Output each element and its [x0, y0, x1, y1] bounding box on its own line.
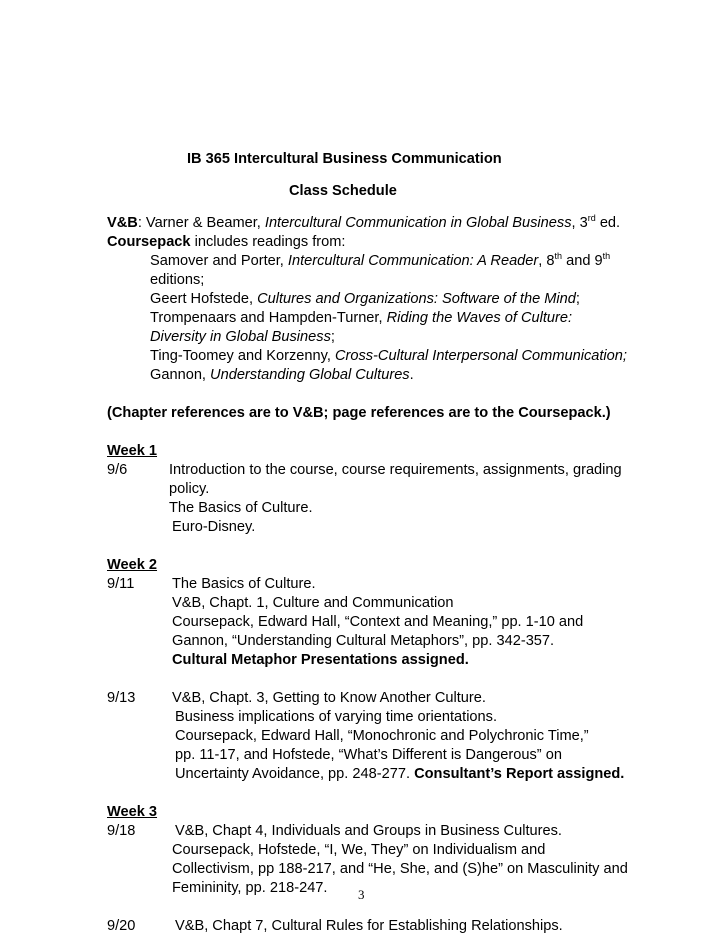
week-1-entry-line: Euro-Disney.: [172, 519, 256, 535]
week-3-entry-line: Femininity, pp. 218-247.: [172, 880, 328, 896]
week-2-entry-line: Coursepack, Edward Hall, “Monochronic and Polychronic Time,”: [175, 728, 589, 744]
chapter-note: (Chapter references are to V&B; page references are to the Coursepack.): [107, 405, 611, 421]
week-1-entry-line: Introduction to the course, course requirements, assignments, grading: [169, 462, 622, 478]
week-3-entry-line: Collectivism, pp 188-217, and “He, She, and (S)he” on Masculinity and: [172, 861, 628, 877]
hofstede-semi: ;: [575, 291, 580, 307]
week-2-entry-line: V&B, Chapt. 3, Getting to Know Another Culture.: [172, 690, 486, 706]
schedule-subtitle: Class Schedule: [289, 183, 397, 199]
samover-sup2: th: [602, 251, 611, 261]
samover-sup1: th: [554, 251, 563, 261]
page-number: 3: [358, 887, 365, 902]
gannon-title: Understanding Global Cultures: [210, 367, 410, 383]
samover-editions: editions;: [150, 272, 205, 288]
week-1-entry-line: policy.: [169, 481, 210, 497]
week-2-entry-line: The Basics of Culture.: [172, 576, 316, 592]
week-3-entry-line: Coursepack, Hofstede, “I, We, They” on Individualism and: [172, 842, 546, 858]
trompenaars-authors: Trompenaars and Hampden-Turner,: [150, 310, 387, 326]
vb-sup: rd: [587, 213, 596, 223]
ting-title: Cross-Cultural Interpersonal Communication;: [334, 348, 627, 364]
hofstede-title: Cultures and Organizations: Software of the Mind: [257, 291, 576, 307]
week-2-entry-line: [175, 765, 624, 784]
week-2-entry-line: Coursepack, Edward Hall, “Context and Meaning,” pp. 1-10 and: [172, 614, 584, 630]
trompenaars-semi: ;: [330, 329, 335, 345]
consultant-report-assigned: Consultant’s Report assigned.: [414, 766, 625, 782]
ting-authors: Ting-Toomey and Korzenny,: [150, 348, 335, 364]
gannon-dot: .: [409, 367, 414, 383]
gannon-line: [150, 366, 414, 385]
samover-and: and 9: [562, 253, 603, 269]
week-1-heading: Week 1: [107, 443, 158, 459]
coursepack-line: [107, 233, 345, 252]
coursepack-rest: includes readings from:: [190, 234, 346, 250]
vb-comma: , 3: [571, 215, 588, 231]
week-3-date-1: 9/18: [107, 823, 136, 839]
week-2-entry-line: Business implications of varying time orientations.: [175, 709, 498, 725]
trompenaars-title2: Diversity in Global Business: [150, 329, 331, 345]
week-2-assignment: Cultural Metaphor Presentations assigned.: [172, 652, 469, 668]
week-3-heading: Week 3: [107, 804, 158, 820]
trompenaars-line: [150, 309, 572, 328]
uncertainty-text: Uncertainty Avoidance, pp. 248-277.: [175, 766, 415, 782]
coursepack-label: Coursepack: [107, 234, 191, 250]
trompenaars-line2: [150, 328, 335, 347]
trompenaars-title1: Riding the Waves of Culture:: [386, 310, 573, 326]
samover-authors: Samover and Porter,: [150, 253, 288, 269]
vb-label: V&B: [107, 215, 138, 231]
week-3-entry-line: V&B, Chapt 7, Cultural Rules for Establishing Relationships.: [175, 918, 563, 934]
vb-book-title: Intercultural Communication in Global Business: [264, 215, 572, 231]
samover-comma: , 8: [538, 253, 555, 269]
week-1-date-1: 9/6: [107, 462, 128, 478]
vb-ed: ed.: [595, 215, 621, 231]
vb-line: [107, 214, 620, 233]
week-2-entry-line: V&B, Chapt. 1, Culture and Communication: [172, 595, 454, 611]
week-2-entry-line: pp. 11-17, and Hofstede, “What’s Different is Dangerous” on: [175, 747, 562, 763]
week-2-heading: Week 2: [107, 557, 158, 573]
gannon-author: Gannon,: [150, 367, 211, 383]
course-title: IB 365 Intercultural Business Communication: [187, 151, 502, 167]
samover-title: Intercultural Communication: A Reader: [287, 253, 539, 269]
week-3-date-2: 9/20: [107, 918, 136, 934]
week-1-entry-line: The Basics of Culture.: [169, 500, 313, 516]
vb-authors: : Varner & Beamer,: [137, 215, 265, 231]
hofstede-line: [150, 290, 580, 309]
week-2-date-1: 9/11: [107, 576, 135, 592]
week-2-entry-line: Gannon, “Understanding Cultural Metaphors”, pp. 342-357.: [172, 633, 555, 649]
ting-line: [150, 347, 627, 366]
week-2-date-2: 9/13: [107, 690, 136, 706]
samover-line: [150, 252, 610, 271]
week-3-entry-line: V&B, Chapt 4, Individuals and Groups in Business Cultures.: [175, 823, 562, 839]
hofstede-author: Geert Hofstede,: [150, 291, 258, 307]
